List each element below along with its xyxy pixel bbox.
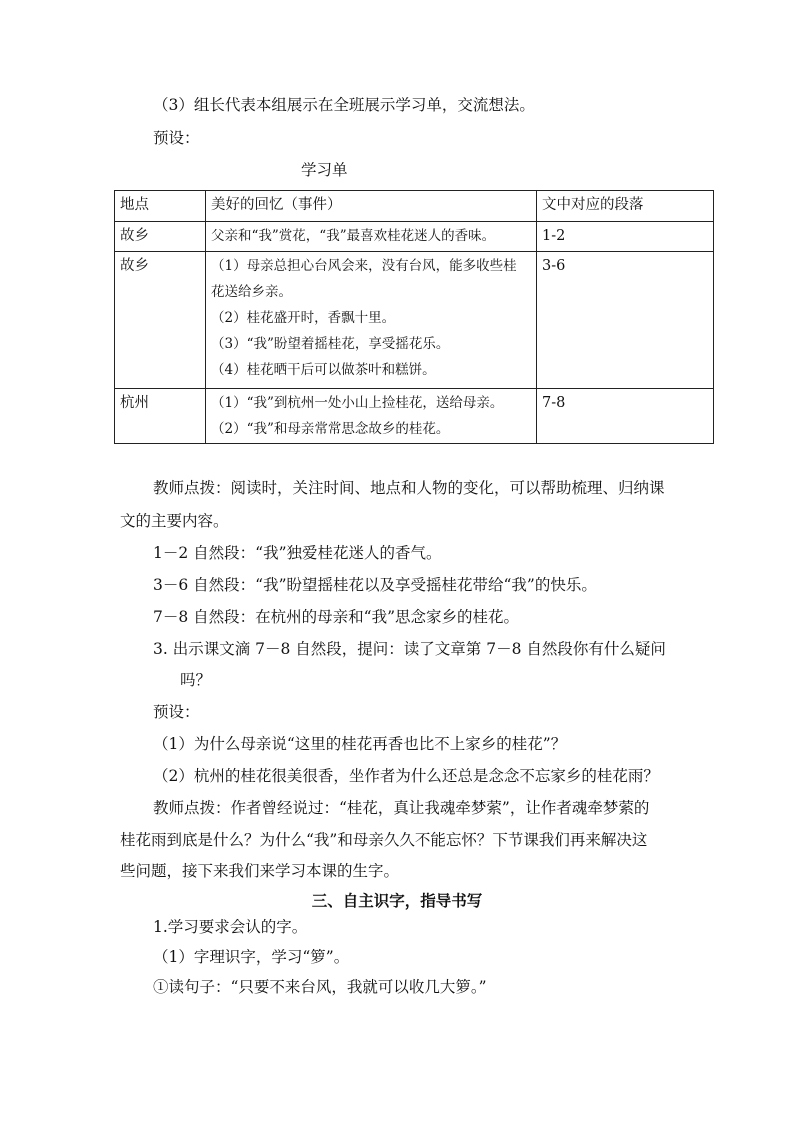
- table-row: [115, 252, 714, 389]
- header-paragraph: 文中对应的段落: [537, 191, 714, 222]
- preset-label: 预设：: [153, 129, 200, 147]
- event-item: （2）“我”和母亲常常思念故乡的桂花。: [211, 421, 450, 437]
- event-item: 父亲和“我”赏花，“我”最喜欢桂花迷人的香味。: [211, 228, 496, 244]
- summary-para-7-8: 7－8 自然段：在杭州的母亲和“我”思念家乡的桂花。: [153, 608, 519, 626]
- teacher-tip-1b: 文的主要内容。: [120, 512, 229, 530]
- question-1: （1）为什么母亲说“这里的桂花再香也比不上家乡的桂花”？: [153, 735, 567, 753]
- row-place: 杭州: [115, 389, 206, 444]
- question-2: （2）杭州的桂花很美很香，坐作者为什么还总是念念不忘家乡的桂花雨？: [153, 767, 659, 785]
- teacher-tip-2b: 桂花雨到底是什么？为什么“我”和母亲久久不能忘怀？下节课我们再来解决这: [120, 831, 648, 849]
- teacher-tip-1a: 教师点拨：阅读时，关注时间、地点和人物的变化，可以帮助梳理、归纳课: [153, 479, 665, 497]
- row-events: [206, 252, 537, 389]
- teacher-tip-2a: 教师点拨：作者曾经说过：“桂花，真让我魂牵梦萦”，让作者魂牵梦萦的: [153, 799, 650, 817]
- preset-label-2: 预设：: [153, 703, 200, 721]
- step-3-question-a: 3. 出示课文滴 7－8 自然段，提问：读了文章第 7－8 自然段你有什么疑问: [153, 640, 666, 658]
- event-item: （1）“我”到杭州一处小山上捡桂花，送给母亲。: [211, 395, 504, 411]
- row-events: [206, 389, 537, 444]
- study-sheet-table: [114, 190, 714, 444]
- step-3-question-b: 吗？: [180, 671, 212, 689]
- section-3-heading: 三、自主识字，指导书写: [311, 891, 483, 910]
- table-row: [115, 389, 714, 444]
- event-item: （4）桂花晒干后可以做茶叶和糕饼。: [211, 362, 436, 378]
- row-paragraphs: 7-8: [537, 389, 714, 444]
- row-paragraphs: 1-2: [537, 222, 714, 252]
- row-place: 故乡: [115, 252, 206, 389]
- row-place: 故乡: [115, 222, 206, 252]
- requirement-1-1: （1）字理识字，学习“箩”。: [153, 948, 350, 966]
- event-item: （3）“我”盼望着摇桂花，享受摇花乐。: [211, 336, 450, 352]
- header-place: 地点: [115, 191, 206, 222]
- summary-para-3-6: 3－6 自然段：“我”盼望摇桂花以及享受摇桂花带给“我”的快乐。: [153, 576, 597, 594]
- header-memory: 美好的回忆（事件）: [206, 191, 537, 222]
- requirement-1: 1.学习要求会认的字。: [153, 918, 308, 936]
- event-item: 花送给乡亲。: [211, 284, 292, 300]
- teacher-tip-2c: 些问题，接下来我们来学习本课的生字。: [120, 862, 400, 880]
- event-item: （1）母亲总担心台风会来，没有台风，能多收些桂: [211, 258, 517, 274]
- event-item: （2）桂花盛开时，香飘十里。: [211, 310, 396, 326]
- read-sentence: ①读句子：“只要不来台风，我就可以收几大箩。”: [153, 978, 487, 996]
- row-events: [206, 222, 537, 252]
- table-row: [115, 222, 714, 252]
- table-header-row: [115, 191, 714, 222]
- summary-para-1-2: 1－2 自然段：“我”独爱桂花迷人的香气。: [153, 544, 442, 562]
- step-3-text: （3）组长代表本组展示在全班展示学习单，交流想法。: [153, 96, 535, 114]
- row-paragraphs: 3-6: [537, 252, 714, 389]
- sheet-title: 学习单: [301, 161, 348, 179]
